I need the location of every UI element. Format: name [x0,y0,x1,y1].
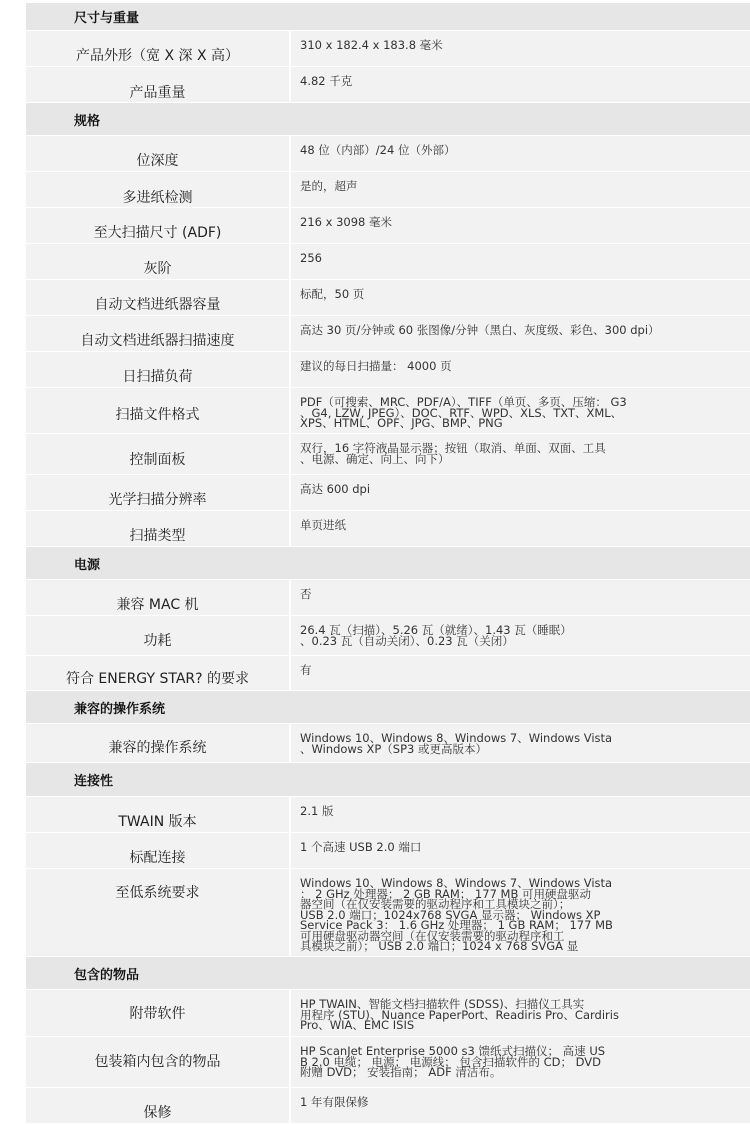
section-header: 兼容的操作系统 [26,691,750,724]
spec-label [26,31,291,66]
section-header: 尺寸与重量 [26,3,750,31]
spec-label-text: 兼容的操作系统 [108,740,207,756]
spec-label [26,797,291,832]
spec-row [26,208,750,244]
spec-label [26,616,291,655]
spec-row [26,316,750,352]
spec-label [26,280,291,315]
section-header: 电源 [26,547,750,580]
spec-value: 双行，16 字符液晶显示器；按钮（取消、单面、双面、工具 、电源、确定、向上、向下） [291,434,750,474]
spec-row [26,172,750,208]
spec-label [26,316,291,351]
spec-row [26,511,750,547]
spec-row [26,869,750,957]
spec-row [26,1088,750,1124]
spec-label-text: 控制面板 [129,452,186,468]
spec-row [26,833,750,869]
spec-row [26,244,750,280]
spec-table [26,3,750,1124]
spec-value: 216 x 3098 毫米 [291,208,750,243]
spec-value: 否 [291,580,750,615]
spec-label [26,580,291,615]
spec-label-text: 位深度 [136,153,179,169]
section-header: 规格 [26,103,750,136]
spec-label-text: 符合 ENERGY STAR? 的要求 [65,671,250,687]
spec-label [26,244,291,279]
spec-label-text: 自动文档进纸器扫描速度 [80,333,235,349]
spec-label-text: TWAIN 版本 [118,814,197,830]
spec-row [26,136,750,172]
spec-row [26,580,750,616]
spec-label [26,990,291,1036]
spec-value: 48 位（内部）/24 位（外部） [291,136,750,171]
spec-row [26,724,750,763]
spec-row [26,352,750,388]
spec-value: 310 x 182.4 x 183.8 毫米 [291,31,750,66]
spec-label-text: 保修 [143,1105,172,1121]
spec-label-text: 包装箱内包含的物品 [94,1054,221,1070]
spec-row [26,280,750,316]
spec-label-text: 扫描文件格式 [115,407,200,423]
spec-value: 1 年有限保修 [291,1088,750,1123]
spec-value: PDF（可搜索、MRC、PDF/A）、TIFF（单页、多页、压缩： G3 、G4, LZW, JPEG）、DOC、RTF、WPD、XLS、TXT、XML、 XPS、HTML、OPF、JPG、BMP、PNG [291,388,750,433]
spec-label [26,208,291,243]
spec-label-text: 至大扫描尺寸 (ADF) [93,225,222,241]
spec-value: 是的，超声 [291,172,750,207]
spec-value: HP TWAIN、智能文档扫描软件 (SDSS)、扫描仪工具实 用程序 (STU)、Nuance PaperPort、Readiris Pro、Cardiris Pro、WIA、EMC ISIS [291,990,750,1036]
spec-value: 单页进纸 [291,511,750,546]
spec-value: 建议的每日扫描量： 4000 页 [291,352,750,387]
spec-label [26,869,291,956]
spec-label-text: 光学扫描分辨率 [108,492,207,508]
spec-label [26,388,291,433]
spec-label [26,172,291,207]
spec-label-text: 扫描类型 [129,528,186,544]
spec-value: 256 [291,244,750,279]
spec-row [26,990,750,1037]
spec-value: 标配，50 页 [291,280,750,315]
spec-row [26,616,750,656]
spec-row [26,797,750,833]
spec-value: 1 个高速 USB 2.0 端口 [291,833,750,868]
spec-row [26,1037,750,1088]
spec-label [26,475,291,510]
spec-label [26,656,291,690]
spec-row [26,31,750,67]
section-header: 连接性 [26,763,750,797]
spec-value: 有 [291,656,750,690]
spec-row [26,67,750,103]
spec-value: 高达 30 页/分钟或 60 张图像/分钟（黑白、灰度级、彩色、300 dpi） [291,316,750,351]
spec-value: 26.4 瓦（扫描）、5.26 瓦（就绪）、1.43 瓦（睡眠） 、0.23 瓦（自动关闭）、0.23 瓦（关闭） [291,616,750,655]
spec-value: 高达 600 dpi [291,475,750,510]
spec-label-text: 日扫描负荷 [122,369,193,385]
spec-label [26,724,291,762]
spec-label-text: 兼容 MAC 机 [116,597,199,613]
spec-label-text: 产品重量 [129,85,186,101]
spec-label-text: 标配连接 [129,850,186,866]
spec-label [26,511,291,546]
spec-label [26,833,291,868]
spec-label [26,352,291,387]
spec-label [26,67,291,102]
spec-value: 2.1 版 [291,797,750,832]
spec-row [26,656,750,691]
spec-label [26,136,291,171]
spec-label-text: 产品外形（宽 X 深 X 高） [76,48,239,64]
spec-row [26,475,750,511]
spec-label-text: 功耗 [143,633,172,649]
spec-value: HP ScanJet Enterprise 5000 s3 馈纸式扫描仪； 高速 US B 2.0 电缆； 电源； 电源线； 包含扫描软件的 CD； DVD 附赠 DVD； 安装指南； ADF 清洁布。 [291,1037,750,1087]
spec-value: Windows 10、Windows 8、Windows 7、Windows Vista ： 2 GHz 处理器； 2 GB RAM； 177 MB 可用硬盘驱动 器空间（在仅安装需要的驱动程序和工具模块之前）； USB 2.0 端口；1024x768 SVGA 显示器； Windows XP Service Pack 3： 1.6 GHz 处理器； 1 GB RAM； 177 MB 可用硬盘驱动器空间（在仅安装需要的驱动程序和工 具模块之前）； USB 2.0 端口；1024 x 768 SVGA 显 [291,869,750,956]
spec-label-text: 至低系统要求 [115,885,200,901]
spec-label [26,1037,291,1087]
spec-label [26,1088,291,1123]
spec-row [26,434,750,475]
spec-label-text: 多进纸检测 [122,190,193,206]
spec-value: Windows 10、Windows 8、Windows 7、Windows Vista 、Windows XP（SP3 或更高版本） [291,724,750,762]
spec-label [26,434,291,474]
spec-value: 4.82 千克 [291,67,750,102]
spec-label-text: 附带软件 [129,1006,186,1022]
spec-row [26,388,750,434]
spec-label-text: 灰阶 [143,261,172,277]
section-header: 包含的物品 [26,957,750,990]
spec-label-text: 自动文档进纸器容量 [94,297,221,313]
